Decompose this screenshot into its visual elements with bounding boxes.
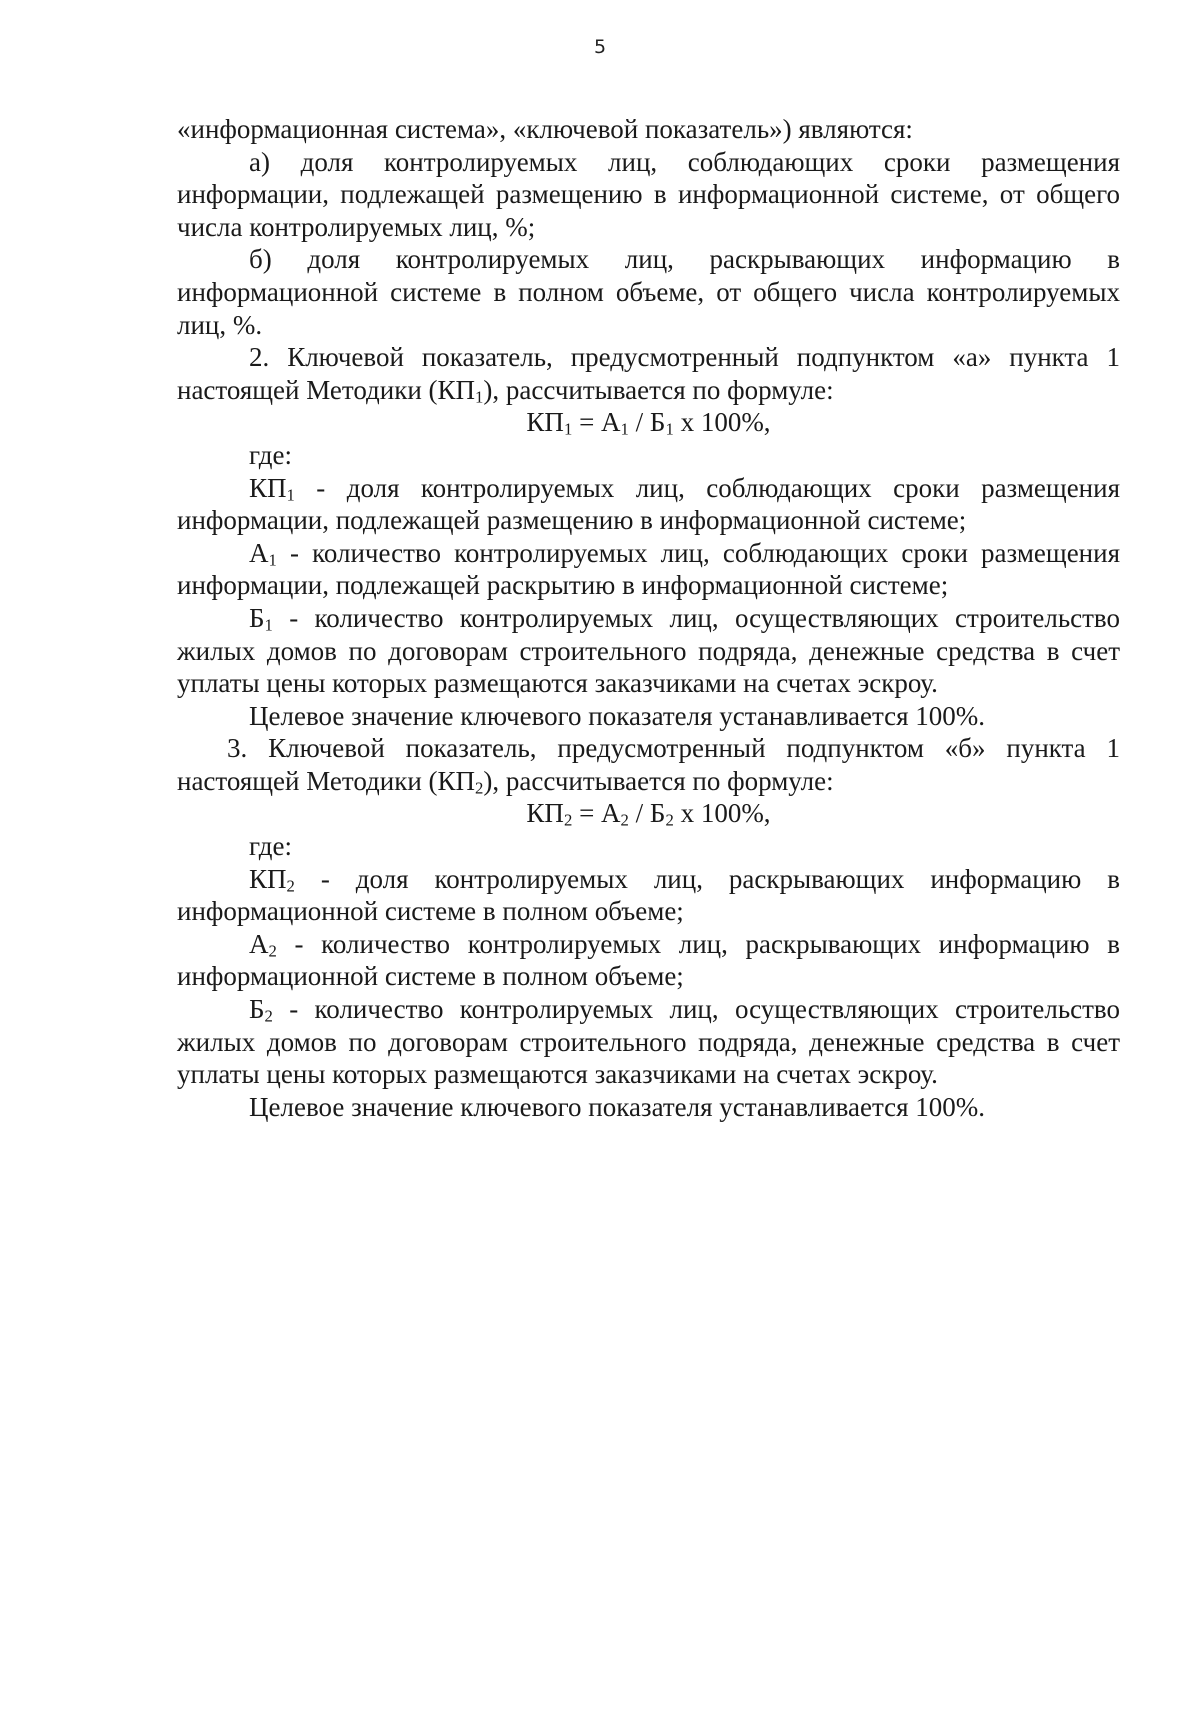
definition-b2: $Б_2$ - количество контролируемых лиц, осуществляющих строительство жилых домов по договорам строительного подряда, денежные средства в счет уплаты цены которых размещаются заказчиками на счетах эскроу. [177, 994, 1120, 1090]
page-number: 5 [593, 36, 607, 58]
item-a: а) доля контролируемых лиц, соблюдающих сроки размещения информации, подлежащей размещению в информационной системе, от общего числа контролируемых лиц, %; [177, 146, 1120, 242]
definition-kp1: $КП_1$ - доля контролируемых лиц, соблюдающих сроки размещения информации, подлежащей размещению в информационной системе; [177, 472, 1120, 536]
section-2-intro: 2. Ключевой показатель, предусмотренный подпунктом «а» пункта 1 настоящей Методики $(КП_1)$, рассчитывается по формуле: [177, 342, 1120, 407]
where-label-3: где: [249, 831, 292, 862]
intro-line: «информационная система», «ключевой показатель») являются: [177, 114, 913, 144]
definition-kp2: $КП_2$ - доля контролируемых лиц, раскрывающих информацию в информационной системе в полном объеме; [177, 863, 1120, 927]
definition-a2: $А_2$ - количество контролируемых лиц, раскрывающих информацию в информационной системе в полном объеме; [177, 928, 1120, 992]
document-body [177, 113, 1120, 1123]
formula-kp2: $КП_2 = А_2 / Б_2$ х 100%, [526, 798, 771, 831]
formula-kp1: $КП_1 = А_1 / Б_1$ х 100%, [526, 407, 771, 440]
definition-a1: $А_1$ - количество контролируемых лиц, соблюдающих сроки размещения информации, подлежащей раскрытию в информационной системе; [177, 537, 1120, 601]
target-value-2: Целевое значение ключевого показателя устанавливается 100%. [249, 700, 986, 731]
where-label-2: где: [249, 439, 292, 470]
target-value-3: Целевое значение ключевого показателя устанавливается 100%. [249, 1091, 986, 1122]
item-b: б) доля контролируемых лиц, раскрывающих информацию в информационной системе в полном объеме, от общего числа контролируемых лиц, %. [177, 244, 1120, 340]
definition-b1: $Б_1$ - количество контролируемых лиц, осуществляющих строительство жилых домов по договорам строительного подряда, денежные средства в счет уплаты цены которых размещаются заказчиками на счетах эскроу. [177, 602, 1120, 699]
section-3-intro: 3. Ключевой показатель, предусмотренный подпунктом «б» пункта 1 настоящей Методики $(КП_2)$, рассчитывается по формуле: [177, 733, 1120, 798]
